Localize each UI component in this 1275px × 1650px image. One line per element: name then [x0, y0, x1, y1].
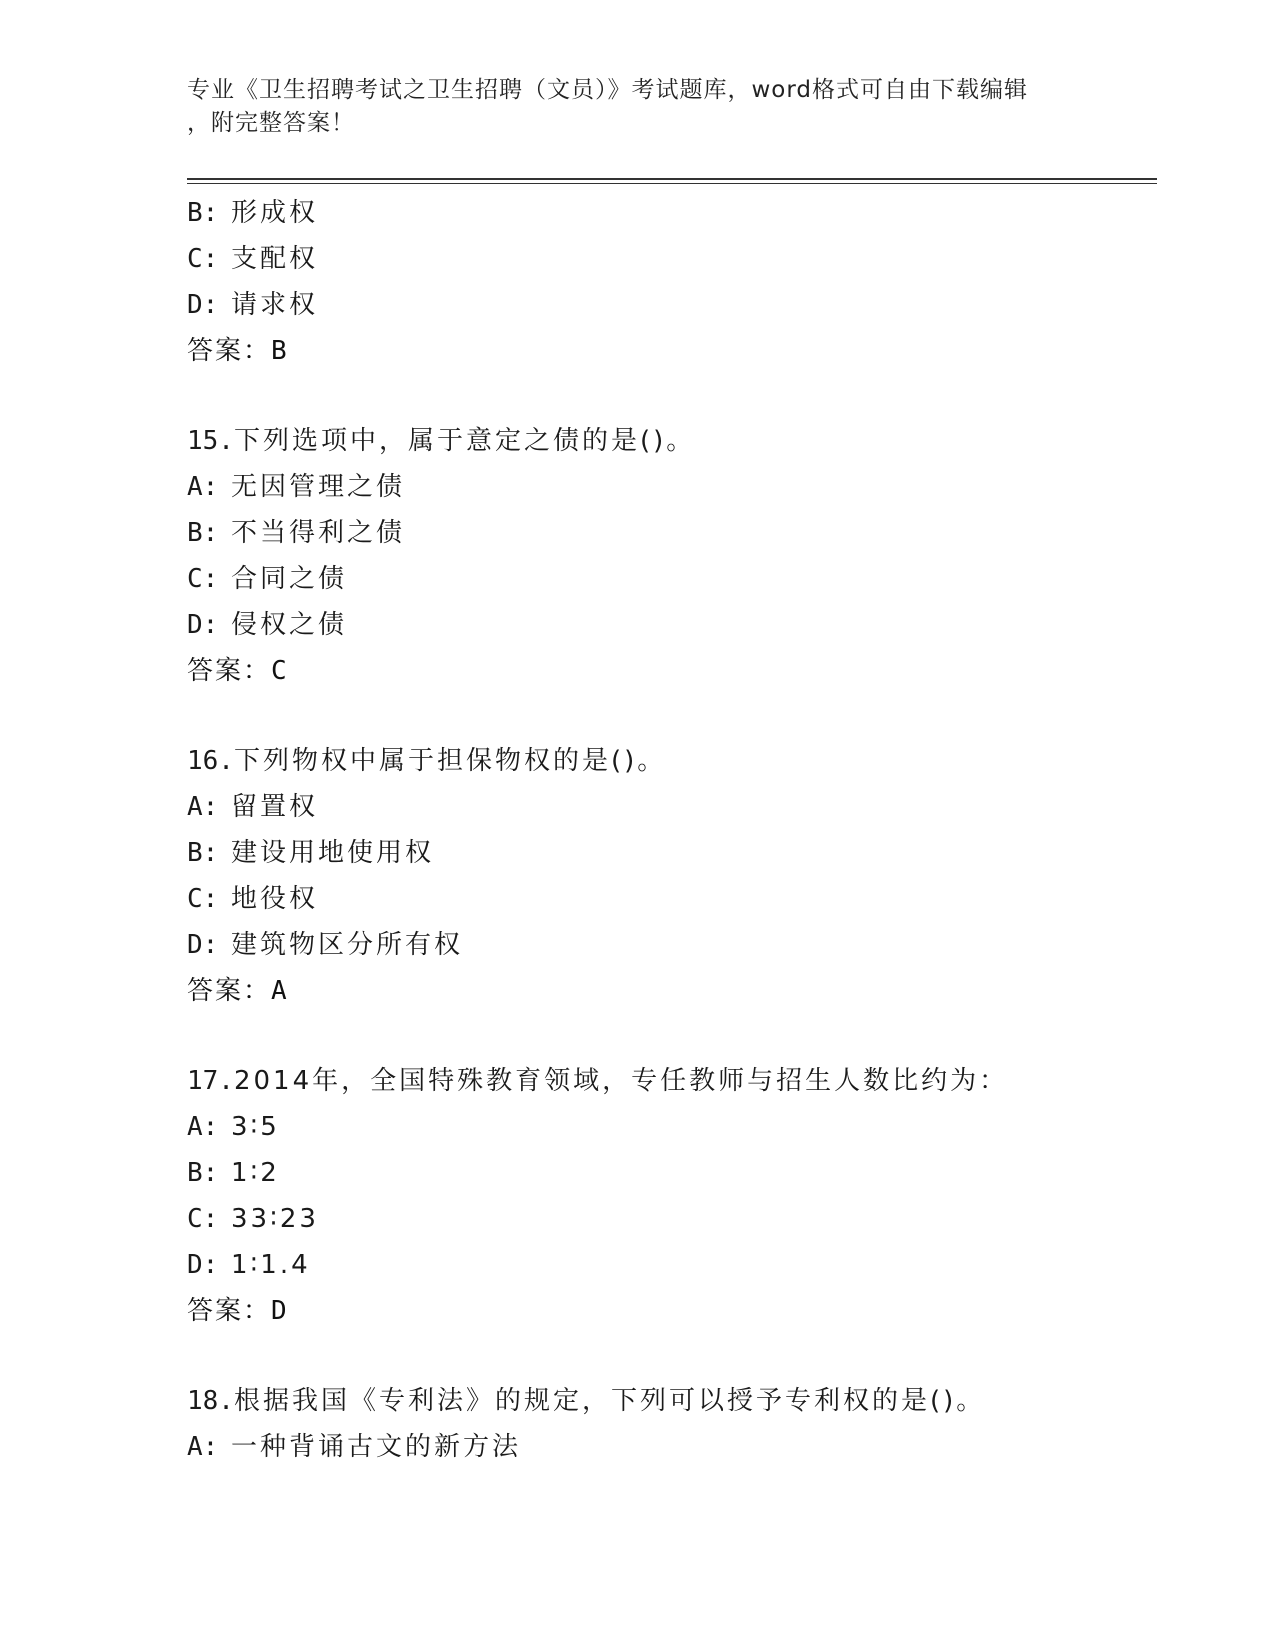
question-block-15	[187, 418, 1157, 694]
option-text: 留置权	[231, 792, 319, 822]
header-line-1: 专业《卫生招聘考试之卫生招聘（文员）》考试题库，word格式可自由下载编辑	[187, 77, 1029, 103]
option-letter: B:	[187, 1158, 219, 1188]
option-a	[187, 784, 1157, 830]
answer-label: 答案：	[187, 976, 272, 1006]
option-b	[187, 190, 1157, 236]
option-d	[187, 1242, 1157, 1288]
question-stem: 下列物权中属于担保物权的是()。	[233, 746, 667, 776]
option-text: 1∶1.4	[231, 1250, 311, 1280]
option-letter: B:	[187, 198, 219, 228]
spacer	[187, 694, 1157, 738]
option-c	[187, 1196, 1157, 1242]
question-text	[187, 738, 1157, 784]
option-letter: D:	[187, 1250, 219, 1280]
option-text: 建设用地使用权	[231, 838, 435, 868]
header-divider-thin	[187, 183, 1157, 184]
question-number: 16.	[187, 746, 234, 776]
answer-line	[187, 968, 1157, 1014]
option-b	[187, 830, 1157, 876]
answer-label: 答案：	[187, 656, 272, 686]
option-b	[187, 510, 1157, 556]
document-header	[187, 74, 1077, 140]
spacer	[187, 1334, 1157, 1378]
option-letter: A:	[187, 472, 219, 502]
question-block-18	[187, 1378, 1157, 1470]
option-letter: B:	[187, 518, 219, 548]
answer-value: C	[271, 656, 289, 686]
answer-value: D	[271, 1296, 289, 1326]
spacer	[187, 374, 1157, 418]
option-a	[187, 1104, 1157, 1150]
option-b	[187, 1150, 1157, 1196]
option-letter: A:	[187, 1112, 219, 1142]
answer-value: A	[271, 976, 289, 1006]
option-d	[187, 922, 1157, 968]
option-c	[187, 556, 1157, 602]
option-d	[187, 602, 1157, 648]
question-text	[187, 1058, 1157, 1104]
option-text: 1∶2	[231, 1158, 280, 1188]
option-a	[187, 464, 1157, 510]
option-text: 形成权	[231, 198, 319, 228]
option-c	[187, 876, 1157, 922]
question-stem: 2014年，全国特殊教育领域，专任教师与招生人数比约为：	[233, 1066, 1009, 1096]
question-number: 15.	[187, 426, 234, 456]
question-number: 17.	[187, 1066, 234, 1096]
question-stem: 下列选项中，属于意定之债的是()。	[233, 426, 696, 456]
option-letter: D:	[187, 930, 219, 960]
option-d	[187, 282, 1157, 328]
spacer	[187, 1014, 1157, 1058]
answer-label: 答案：	[187, 1296, 272, 1326]
question-block-16	[187, 738, 1157, 1014]
question-block-partial	[187, 190, 1157, 374]
option-text: 请求权	[231, 290, 319, 320]
option-letter: D:	[187, 610, 219, 640]
option-letter: B:	[187, 838, 219, 868]
option-text: 不当得利之债	[231, 518, 406, 548]
option-letter: A:	[187, 792, 219, 822]
answer-line	[187, 1288, 1157, 1334]
option-text: 合同之债	[231, 564, 348, 594]
answer-line	[187, 328, 1157, 374]
option-text: 侵权之债	[231, 610, 348, 640]
question-stem: 根据我国《专利法》的规定，下列可以授予专利权的是()。	[233, 1386, 986, 1416]
option-text: 无因管理之债	[231, 472, 406, 502]
option-text: 3∶5	[231, 1112, 280, 1142]
option-letter: C:	[187, 1204, 219, 1234]
option-c	[187, 236, 1157, 282]
option-letter: D:	[187, 290, 219, 320]
option-text: 支配权	[231, 244, 319, 274]
question-text	[187, 418, 1157, 464]
question-list	[187, 190, 1157, 1470]
option-a	[187, 1424, 1157, 1470]
header-divider-thick	[187, 178, 1157, 180]
option-text: 地役权	[231, 884, 319, 914]
option-text: 建筑物区分所有权	[231, 930, 464, 960]
option-letter: C:	[187, 564, 219, 594]
header-line-2: ，附完整答案！	[187, 110, 355, 136]
answer-label: 答案：	[187, 336, 272, 366]
question-text	[187, 1378, 1157, 1424]
question-block-17	[187, 1058, 1157, 1334]
question-number: 18.	[187, 1386, 234, 1416]
answer-value: B	[271, 336, 289, 366]
answer-line	[187, 648, 1157, 694]
option-letter: C:	[187, 244, 219, 274]
option-text: 33∶23	[231, 1204, 319, 1234]
option-letter: A:	[187, 1432, 219, 1462]
option-text: 一种背诵古文的新方法	[231, 1432, 522, 1462]
option-letter: C:	[187, 884, 219, 914]
